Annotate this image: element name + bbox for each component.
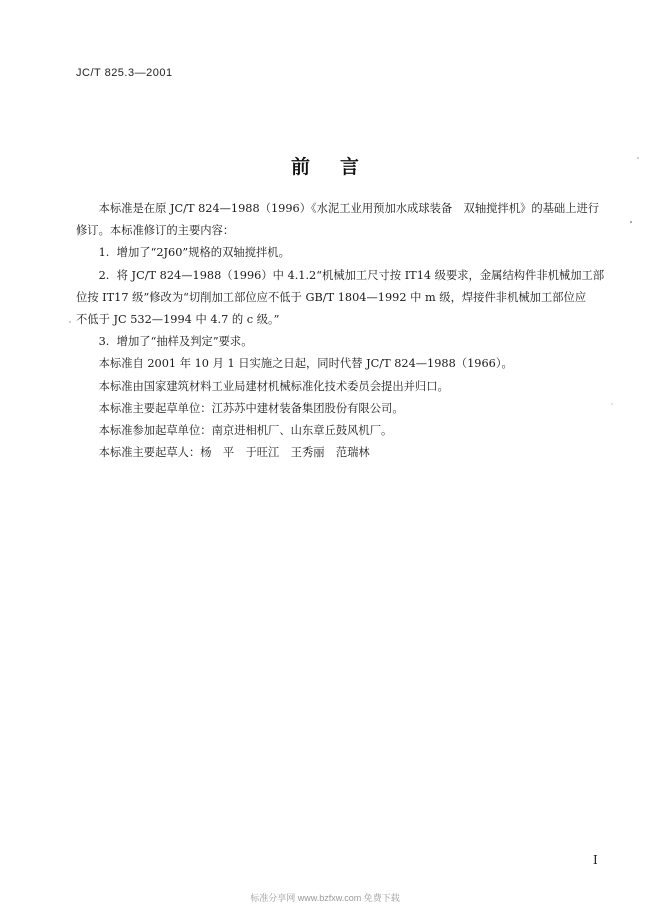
implementation-paragraph: 本标准自 2001 年 10 月 1 日实施之日起，同时代替 JC/T 824—1988（1966）。 [98, 357, 513, 371]
page-title: 前言 [290, 156, 389, 178]
main-drafting-unit-paragraph: 本标准主要起草单位：江苏苏中建材装备集团股份有限公司。 [98, 401, 404, 415]
page-number: I [593, 853, 598, 867]
list-item-3 [76, 331, 614, 353]
intro-paragraph-line-1: 本标准是在原 JC/T 824—1988（1996）《水泥工业用预加水成球装备 双轴搅拌机》的基础上进行 [98, 202, 600, 215]
list-item-2-line-2: 位按 IT17 级”修改为“切削加工部位应不低于 GB/T 1804—1992 中 m 级，焊接件非机械加工部位应 [76, 290, 587, 304]
proposed-by-paragraph: 本标准由国家建筑材料工业局建材机械标准化技术委员会提出并归口。 [98, 379, 449, 393]
list-item-2-line-1: 将 JC/T 824—1988（1996）中 4.1.2“机械加工尺寸按 IT14 级要求，金属结构件非机械加工部 [116, 268, 605, 282]
standard-code-header: JC/T 825.3—2001 [76, 67, 173, 79]
list-item-2-number: 2. [98, 268, 110, 282]
list-item-3-text: 增加了“抽样及判定”要求。 [116, 335, 253, 349]
intro-paragraph-line-2: 修订。本标准修订的主要内容： [76, 224, 235, 238]
list-item-1 [76, 242, 614, 264]
list-item-3-number: 3. [98, 335, 110, 349]
document-body [76, 198, 614, 464]
main-drafters-paragraph: 本标准主要起草人：杨 平 于旺江 王秀丽 范瑞林 [98, 446, 370, 460]
list-item-2-line-3: 不低于 JC 532—1994 中 4.7 的 c 级。” [76, 313, 280, 327]
list-item-1-text: 增加了“2J60”规格的双轴搅拌机。 [116, 246, 290, 260]
list-item-1-number: 1. [98, 246, 110, 260]
participating-units-paragraph: 本标准参加起草单位：南京进相机厂、山东章丘鼓风机厂。 [98, 424, 393, 438]
list-item-2 [76, 265, 614, 287]
site-watermark: 标准分享网 www.bzfxw.com 免费下载 [250, 893, 400, 903]
